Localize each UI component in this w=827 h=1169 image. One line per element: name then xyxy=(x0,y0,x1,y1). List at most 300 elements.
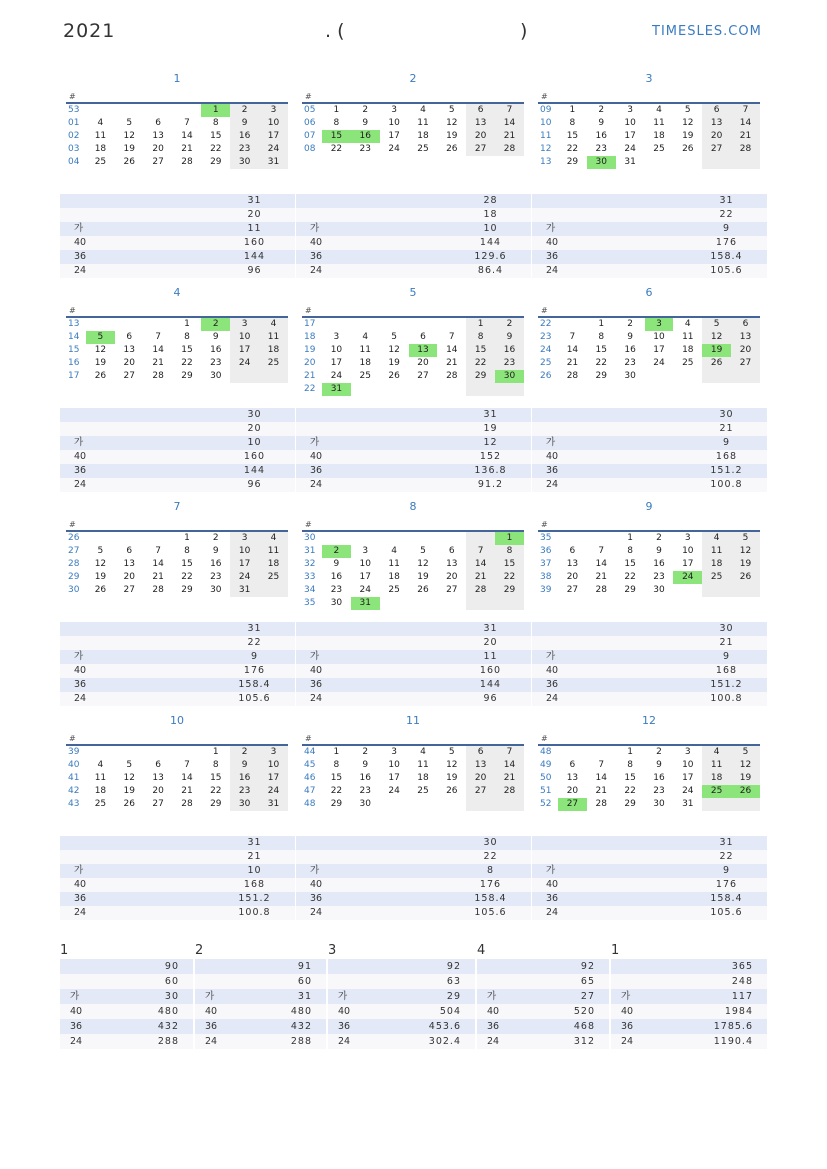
day-cell: 29 xyxy=(210,799,222,809)
day-cell: 20 xyxy=(731,344,760,357)
summary-row xyxy=(60,636,295,650)
quarter-value: 92 xyxy=(376,959,475,974)
day-cell: 20 xyxy=(152,144,164,154)
day-cell: 2 xyxy=(656,533,662,543)
day-cell: 4 xyxy=(684,319,691,329)
day-cell: 8 xyxy=(333,118,340,128)
day-cell: 24 xyxy=(230,357,259,370)
week-row xyxy=(66,143,288,156)
summary-label xyxy=(296,194,390,208)
quarter-label: 40 xyxy=(611,1004,657,1019)
holiday-cell: 2 xyxy=(201,318,230,331)
summary-value: 168 xyxy=(626,664,767,678)
day-cell: 26 xyxy=(388,371,400,381)
quarter-row xyxy=(195,1019,326,1034)
day-cell: 3 xyxy=(259,104,288,117)
summary-label: 36 xyxy=(532,250,626,264)
quarter-label: 36 xyxy=(611,1019,657,1034)
day-cell: 24 xyxy=(330,371,343,381)
day-cell: 6 xyxy=(466,746,495,759)
summary-row xyxy=(532,906,767,920)
quarter-summary xyxy=(195,943,326,1049)
quarter-value: 480 xyxy=(246,1004,326,1019)
day-cell: 21 xyxy=(595,786,607,796)
day-cell: 15 xyxy=(595,345,607,355)
day-cell: 21 xyxy=(152,572,164,582)
quarter-value: 117 xyxy=(657,989,767,1004)
day-cell xyxy=(380,798,409,811)
summary-value: 176 xyxy=(626,878,767,892)
day-cell: 28 xyxy=(466,584,495,597)
day-cell: 29 xyxy=(495,584,524,597)
day-cell xyxy=(645,156,674,169)
summary-value: 31 xyxy=(390,622,531,636)
day-cell: 18 xyxy=(388,572,400,582)
day-cell: 5 xyxy=(97,546,104,556)
week-number: 42 xyxy=(68,786,80,796)
week-number: 27 xyxy=(68,546,80,556)
week-row xyxy=(538,104,760,117)
day-cell: 11 xyxy=(359,345,371,355)
day-cell: 15 xyxy=(495,558,524,571)
summary-value: 176 xyxy=(626,236,767,250)
day-cell: 2 xyxy=(362,105,369,115)
quarter-label: 24 xyxy=(611,1034,657,1049)
day-cell: 23 xyxy=(495,357,524,370)
day-cell: 29 xyxy=(595,371,607,381)
quarter-row xyxy=(477,1019,609,1034)
day-cell xyxy=(259,370,288,383)
day-cell xyxy=(437,383,466,396)
summary-value: 21 xyxy=(626,636,767,650)
title-right: ) xyxy=(520,20,528,42)
day-cell: 14 xyxy=(595,773,607,783)
day-cell: 2 xyxy=(230,104,259,117)
day-cell: 19 xyxy=(388,358,400,368)
day-cell: 5 xyxy=(702,318,731,331)
summary-value: 31 xyxy=(626,836,767,850)
day-cell: 8 xyxy=(212,760,219,770)
day-cell: 1 xyxy=(333,747,340,757)
day-cell: 13 xyxy=(123,345,135,355)
month-name: 8 xyxy=(409,500,417,513)
quarter-value: 31 xyxy=(246,989,326,1004)
day-cell: 10 xyxy=(259,759,288,772)
day-cell: 24 xyxy=(682,786,694,796)
summary-value: 160 xyxy=(154,236,295,250)
day-cell: 25 xyxy=(259,571,288,584)
day-cell: 2 xyxy=(495,318,524,331)
week-number: 51 xyxy=(540,786,552,796)
week-row xyxy=(538,117,760,130)
quarter-value: 312 xyxy=(528,1034,609,1049)
day-cell: 25 xyxy=(94,157,107,167)
quarter-value: 90 xyxy=(111,959,193,974)
summary-row xyxy=(60,194,295,208)
day-cell xyxy=(558,746,587,759)
day-cell: 8 xyxy=(569,118,576,128)
day-cell: 10 xyxy=(388,118,400,128)
day-cell: 2 xyxy=(212,533,219,543)
summary-label: 가 xyxy=(60,222,154,236)
summary-label: 가 xyxy=(296,864,390,878)
day-cell: 6 xyxy=(702,104,731,117)
summary-label: 24 xyxy=(532,478,626,492)
day-cell xyxy=(259,584,288,597)
summary-row xyxy=(532,664,767,678)
week-number: 43 xyxy=(68,799,80,809)
week-row xyxy=(66,545,288,558)
day-cell: 15 xyxy=(181,345,193,355)
week-row xyxy=(66,798,288,811)
quarter-label: 36 xyxy=(328,1019,376,1034)
day-cell: 17 xyxy=(259,772,288,785)
summary-label xyxy=(296,836,390,850)
week-number-header: # xyxy=(538,305,760,318)
quarter-row xyxy=(195,1004,326,1019)
summary-row xyxy=(60,264,295,278)
quarter-row xyxy=(477,1034,609,1049)
summary-row xyxy=(296,622,531,636)
day-cell xyxy=(322,532,351,545)
holiday-cell: 5 xyxy=(86,331,115,344)
day-cell: 21 xyxy=(181,786,193,796)
day-cell: 15 xyxy=(210,131,222,141)
day-cell: 16 xyxy=(495,344,524,357)
week-row xyxy=(538,143,760,156)
week-row xyxy=(538,545,760,558)
day-cell xyxy=(173,746,202,759)
summary-value: 176 xyxy=(154,664,295,678)
summary-label: 가 xyxy=(532,222,626,236)
day-cell: 1 xyxy=(598,319,605,329)
day-cell: 4 xyxy=(702,746,731,759)
summary-row xyxy=(296,664,531,678)
week-row xyxy=(66,156,288,169)
day-cell: 8 xyxy=(212,118,219,128)
day-cell xyxy=(731,798,760,811)
day-cell xyxy=(558,318,587,331)
week-number-header: # xyxy=(66,305,288,318)
quarter-value: 504 xyxy=(376,1004,475,1019)
day-cell: 25 xyxy=(388,585,400,595)
summary-value: 144 xyxy=(154,464,295,478)
day-cell: 27 xyxy=(466,143,495,156)
week-number: 04 xyxy=(68,157,80,167)
day-cell: 7 xyxy=(184,760,190,770)
day-cell: 10 xyxy=(359,559,371,569)
week-number: 16 xyxy=(68,358,80,368)
day-cell: 31 xyxy=(624,157,636,167)
quarter-value: 91 xyxy=(246,959,326,974)
summary-label: 36 xyxy=(60,464,154,478)
quarter-title: 2 xyxy=(195,943,204,958)
week-row xyxy=(302,597,524,610)
week-number: 47 xyxy=(304,786,316,796)
day-cell xyxy=(380,318,409,331)
day-cell: 31 xyxy=(682,799,694,809)
summary-value: 136.8 xyxy=(390,464,531,478)
summary-label: 24 xyxy=(532,264,626,278)
day-cell: 12 xyxy=(123,773,135,783)
day-cell: 18 xyxy=(94,144,107,154)
day-cell: 23 xyxy=(595,144,607,154)
quarter-label xyxy=(195,974,246,989)
holiday-cell: 19 xyxy=(702,344,731,357)
day-cell: 13 xyxy=(566,559,579,569)
day-cell xyxy=(115,318,144,331)
day-cell: 7 xyxy=(448,332,455,342)
summary-label: 40 xyxy=(532,878,626,892)
summary-value: 10 xyxy=(154,864,295,878)
week-number: 18 xyxy=(304,332,316,342)
day-cell: 5 xyxy=(391,332,397,342)
day-cell: 10 xyxy=(230,545,259,558)
quarter-row xyxy=(328,989,475,1004)
week-number: 26 xyxy=(540,371,552,381)
day-cell: 14 xyxy=(152,559,164,569)
month-block xyxy=(66,72,288,169)
summary-row xyxy=(60,236,295,250)
day-cell: 21 xyxy=(495,772,524,785)
day-cell: 28 xyxy=(595,585,607,595)
week-number: 26 xyxy=(68,533,80,543)
week-row xyxy=(66,357,288,370)
day-cell: 17 xyxy=(230,558,259,571)
day-cell: 22 xyxy=(210,144,222,154)
quarter-label xyxy=(477,974,528,989)
day-cell: 7 xyxy=(466,545,495,558)
day-cell: 7 xyxy=(598,546,605,556)
day-cell: 19 xyxy=(731,558,760,571)
day-cell: 31 xyxy=(230,584,259,597)
day-cell xyxy=(144,746,173,759)
week-row xyxy=(302,331,524,344)
week-number: 50 xyxy=(540,773,552,783)
quarter-title: 1 xyxy=(611,943,620,958)
day-cell xyxy=(495,383,524,396)
day-cell: 19 xyxy=(446,773,458,783)
week-row xyxy=(538,746,760,759)
week-row xyxy=(302,785,524,798)
quarter-summary xyxy=(328,943,475,1049)
day-cell: 28 xyxy=(731,143,760,156)
quarter-value: 60 xyxy=(246,974,326,989)
week-number: 23 xyxy=(540,332,552,342)
summary-value: 21 xyxy=(626,422,767,436)
day-cell: 28 xyxy=(152,585,164,595)
summary-label: 24 xyxy=(60,906,154,920)
day-cell: 20 xyxy=(466,130,495,143)
day-cell: 11 xyxy=(417,760,429,770)
day-cell xyxy=(495,597,524,610)
summary-label: 가 xyxy=(532,864,626,878)
quarter-row xyxy=(195,1034,326,1049)
summary-label: 40 xyxy=(296,450,390,464)
summary-row xyxy=(60,622,295,636)
week-number: 48 xyxy=(304,799,316,809)
day-cell: 17 xyxy=(653,345,665,355)
month-summary xyxy=(532,408,767,492)
week-row xyxy=(66,370,288,383)
day-cell: 9 xyxy=(230,759,259,772)
day-cell: 26 xyxy=(446,786,458,796)
day-cell: 19 xyxy=(94,358,107,368)
month-grid xyxy=(66,746,288,811)
summary-label: 가 xyxy=(532,436,626,450)
day-cell: 27 xyxy=(152,799,164,809)
day-cell: 24 xyxy=(259,143,288,156)
quarter-title: 3 xyxy=(328,943,337,958)
quarter-title: 4 xyxy=(477,943,486,958)
summary-row xyxy=(296,422,531,436)
week-number: 41 xyxy=(68,773,80,783)
summary-label: 36 xyxy=(532,892,626,906)
day-cell: 10 xyxy=(682,546,694,556)
quarter-value: 365 xyxy=(657,959,767,974)
week-row xyxy=(538,130,760,143)
summary-label: 24 xyxy=(296,692,390,706)
summary-row xyxy=(296,636,531,650)
week-row xyxy=(66,104,288,117)
summary-value: 31 xyxy=(154,194,295,208)
week-number-header: # xyxy=(302,305,524,318)
day-cell: 15 xyxy=(566,131,579,141)
quarter-summary xyxy=(60,943,193,1049)
day-cell: 5 xyxy=(448,747,455,757)
day-cell: 1 xyxy=(184,533,190,543)
day-cell: 11 xyxy=(702,759,731,772)
summary-row xyxy=(296,692,531,706)
day-cell: 3 xyxy=(684,747,691,757)
holiday-cell: 3 xyxy=(645,318,674,331)
holiday-cell: 30 xyxy=(587,156,616,169)
day-cell: 23 xyxy=(653,786,665,796)
brand-link[interactable]: TIMESLES.COM xyxy=(652,24,762,39)
summary-value: 158.4 xyxy=(390,892,531,906)
summary-value: 144 xyxy=(390,236,531,250)
day-cell: 21 xyxy=(595,572,607,582)
week-row xyxy=(66,344,288,357)
quarter-label: 40 xyxy=(477,1004,528,1019)
summary-row xyxy=(296,250,531,264)
day-cell xyxy=(437,597,466,610)
holiday-cell: 2 xyxy=(322,545,351,558)
summary-label: 36 xyxy=(60,678,154,692)
day-cell: 26 xyxy=(417,585,429,595)
day-cell: 13 xyxy=(152,131,164,141)
day-cell: 25 xyxy=(417,786,429,796)
day-cell: 11 xyxy=(682,332,694,342)
day-cell: 17 xyxy=(388,773,400,783)
day-cell: 12 xyxy=(702,331,731,344)
day-cell: 6 xyxy=(155,118,161,128)
summary-row xyxy=(296,208,531,222)
quarter-value: 65 xyxy=(528,974,609,989)
summary-value: 20 xyxy=(154,208,295,222)
week-number-header: # xyxy=(66,733,288,746)
day-cell: 6 xyxy=(155,760,161,770)
day-cell: 9 xyxy=(212,332,219,342)
day-cell: 26 xyxy=(123,157,135,167)
quarter-label: 가 xyxy=(477,989,528,1004)
summary-row xyxy=(60,850,295,864)
day-cell: 14 xyxy=(495,117,524,130)
day-cell: 1 xyxy=(184,319,190,329)
month-block xyxy=(302,714,524,811)
quarter-row xyxy=(60,1034,193,1049)
day-cell: 6 xyxy=(569,760,576,770)
day-cell xyxy=(409,318,438,331)
summary-row xyxy=(296,236,531,250)
day-cell: 22 xyxy=(624,786,636,796)
day-cell: 26 xyxy=(94,371,107,381)
day-cell: 17 xyxy=(230,344,259,357)
week-number: 49 xyxy=(540,760,552,770)
summary-value: 176 xyxy=(390,878,531,892)
month-grid xyxy=(66,532,288,597)
day-cell: 3 xyxy=(627,105,633,115)
week-number: 07 xyxy=(304,131,316,141)
quarter-label: 가 xyxy=(611,989,657,1004)
day-cell: 26 xyxy=(94,585,107,595)
day-cell: 18 xyxy=(359,358,371,368)
quarter-row xyxy=(60,1004,193,1019)
month-grid xyxy=(538,318,760,383)
week-number: 30 xyxy=(304,533,316,543)
day-cell: 2 xyxy=(362,747,369,757)
day-cell: 21 xyxy=(152,358,164,368)
week-number-header: # xyxy=(302,733,524,746)
quarter-value: 29 xyxy=(376,989,475,1004)
month-block xyxy=(66,500,288,597)
summary-value: 30 xyxy=(154,408,295,422)
day-cell xyxy=(144,532,173,545)
summary-value: 22 xyxy=(626,850,767,864)
day-cell: 16 xyxy=(330,572,343,582)
quarter-row xyxy=(195,959,326,974)
day-cell: 14 xyxy=(181,773,193,783)
summary-row xyxy=(296,878,531,892)
day-cell xyxy=(731,156,760,169)
week-number: 12 xyxy=(540,144,552,154)
day-cell xyxy=(466,798,495,811)
summary-row xyxy=(532,622,767,636)
day-cell: 29 xyxy=(181,585,193,595)
week-number: 37 xyxy=(540,559,552,569)
week-row xyxy=(538,772,760,785)
quarter-value: 432 xyxy=(246,1019,326,1034)
quarter-value: 1785.6 xyxy=(657,1019,767,1034)
holiday-cell: 31 xyxy=(351,597,380,610)
summary-value: 22 xyxy=(390,850,531,864)
week-number: 02 xyxy=(68,131,80,141)
week-number: 20 xyxy=(304,358,316,368)
summary-label: 가 xyxy=(60,436,154,450)
month-grid xyxy=(302,104,524,156)
day-cell: 13 xyxy=(152,773,164,783)
day-cell xyxy=(86,532,115,545)
quarter-label: 40 xyxy=(328,1004,376,1019)
quarter-label xyxy=(611,959,657,974)
summary-value: 10 xyxy=(390,222,531,236)
week-number: 39 xyxy=(540,585,552,595)
day-cell: 3 xyxy=(230,532,259,545)
quarter-value: 63 xyxy=(376,974,475,989)
day-cell: 12 xyxy=(682,118,694,128)
day-cell xyxy=(437,318,466,331)
day-cell: 21 xyxy=(446,358,458,368)
